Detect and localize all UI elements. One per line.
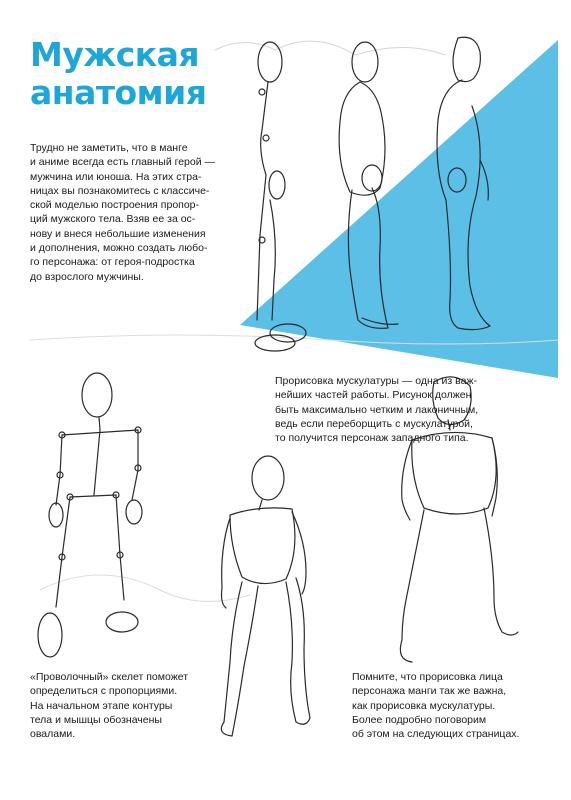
wire-note-line: На начальном этапе контуры: [30, 699, 173, 712]
face-note-line: Более подробно поговорим: [352, 713, 487, 726]
wire-note-line: тела и мышцы обозначены: [30, 713, 162, 726]
page-title: [30, 36, 206, 112]
face-note: [352, 670, 519, 741]
intro-paragraph: [30, 141, 215, 284]
face-note-line: Помните, что прорисовка лица: [352, 671, 503, 683]
face-note-line: об этом на следующих страницах.: [352, 728, 520, 741]
muscle-note: [275, 374, 478, 445]
title-line-2: анатомия: [30, 73, 207, 112]
intro-line: Трудно не заметить, что в манге: [30, 142, 188, 154]
muscle-note-line: то получится персонаж западного типа.: [275, 432, 469, 445]
intro-line: мужчина или юноша. На этих стра-: [30, 170, 202, 183]
intro-line: ницах вы познакомитесь с классиче-: [30, 184, 210, 197]
muscle-oval-figure: [221, 456, 310, 736]
muscle-note-line: быть максимально четким и лаконичным,: [275, 403, 479, 416]
face-note-line: как прорисовка мускулатуры.: [352, 699, 496, 712]
intro-line: и дополнения, можно создать любо-: [30, 242, 208, 255]
muscle-note-line: нейших частей работы. Рисунок должен: [275, 389, 472, 402]
muscle-note-line: Прорисовка мускулатуры — одна из важ-: [275, 375, 477, 387]
muscle-note-line: ведь если переборщить с мускулатурой,: [275, 417, 473, 430]
side-outline-figure: [339, 42, 398, 328]
side-finished-figure: [437, 37, 490, 329]
wire-note-line: овалами.: [30, 728, 76, 741]
intro-line: до взрослого мужчины.: [30, 270, 144, 283]
side-skeleton-figure: [255, 42, 306, 351]
intro-line: нову и внеся небольшие изменения: [30, 227, 206, 240]
title-line-1: Мужская: [30, 35, 200, 74]
intro-line: ской моделью построения пропор-: [30, 199, 200, 212]
wire-note-line: «Проволочный» скелет поможет: [30, 671, 189, 683]
wire-note-line: определиться с пропорциями.: [30, 685, 178, 698]
face-note-line: персонажа манги так же важна,: [352, 685, 507, 698]
intro-line: го персонажа: от героя-подростка: [30, 256, 195, 269]
intro-line: и аниме всегда есть главный герой —: [30, 156, 216, 169]
intro-line: ций мужского тела. Взяв ее за ос-: [30, 213, 196, 226]
wire-skeleton-note: [30, 670, 188, 741]
wire-skeleton-figure: [38, 373, 142, 657]
